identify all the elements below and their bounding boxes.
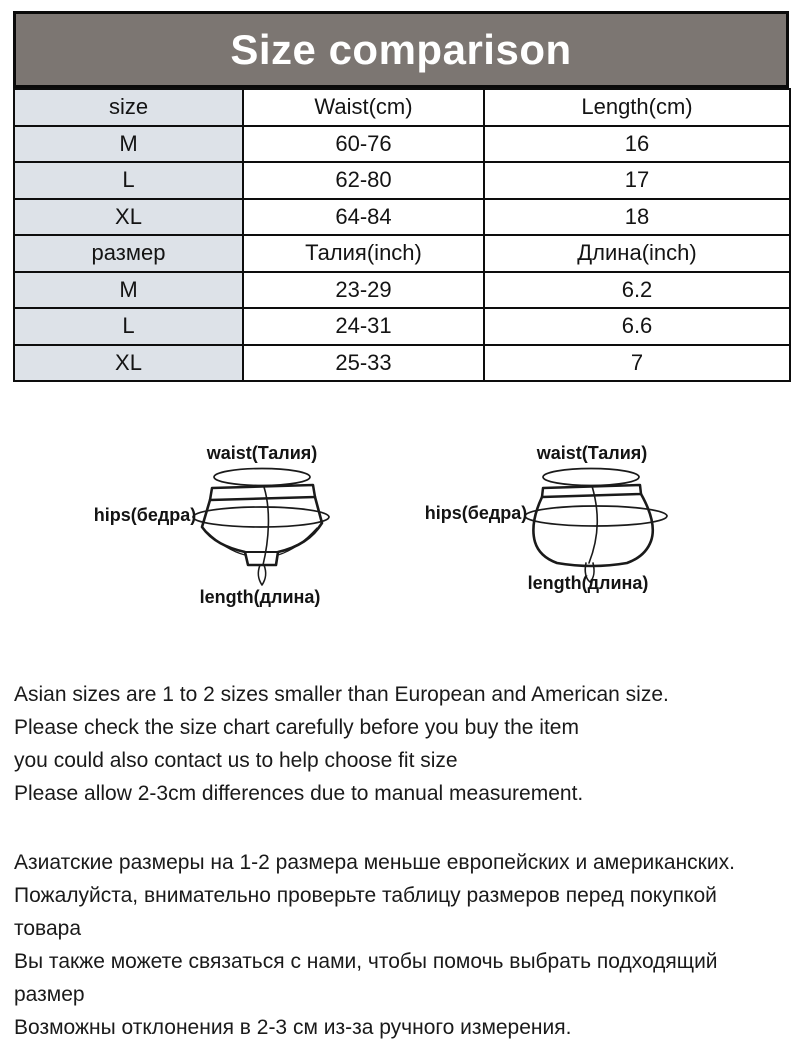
table-header-row-inch	[14, 235, 790, 272]
length-value-cell: 16	[484, 126, 790, 163]
length-pointer	[258, 565, 265, 585]
note-line-ru: Вы также можете связаться с нами, чтобы помочь выбрать подходящий	[14, 950, 718, 973]
note-line-ru: Пожалуйста, внимательно проверьте таблицу размеров перед покупкой	[14, 884, 717, 907]
note-line-ru: товара	[14, 917, 82, 940]
waist-value-cell: 25-33	[243, 345, 484, 382]
note-line-en: Please allow 2-3cm differences due to manual measurement.	[14, 782, 584, 805]
note-line-ru: Азиатские размеры на 1-2 размера меньше европейских и американских.	[14, 851, 735, 874]
waist-label: waist(Талия)	[206, 443, 318, 463]
notes-russian	[14, 846, 794, 1044]
length-value-cell: 17	[484, 162, 790, 199]
length-value-cell: 6.2	[484, 272, 790, 309]
size-table	[13, 88, 791, 382]
table-row	[14, 272, 790, 309]
notes-english	[14, 678, 794, 810]
waist-label: waist(Талия)	[536, 443, 648, 463]
note-line-ru: размер	[14, 983, 85, 1006]
table-row	[14, 308, 790, 345]
boyshort-diagram-drawing	[400, 440, 740, 630]
size-value-cell: M	[14, 126, 243, 163]
col-header-length-inch: Длина(inch)	[484, 235, 790, 272]
boyshort-outline	[533, 494, 652, 566]
hips-ellipse	[193, 507, 329, 527]
note-line-en: Asian sizes are 1 to 2 sizes smaller than European and American size.	[14, 683, 669, 706]
col-header-waist-inch: Талия(inch)	[243, 235, 484, 272]
length-value-cell: 18	[484, 199, 790, 236]
col-header-length-cm: Length(cm)	[484, 89, 790, 126]
waist-value-cell: 60-76	[243, 126, 484, 163]
col-header-size-ru: размер	[14, 235, 243, 272]
note-line-en: Please check the size chart carefully before you buy the item	[14, 716, 579, 739]
note-line-en: you could also contact us to help choose fit size	[14, 749, 458, 772]
table-row	[14, 162, 790, 199]
size-value-cell: XL	[14, 199, 243, 236]
length-line	[589, 486, 597, 563]
note-line-ru: Возможны отклонения в 2-3 см из-за ручного измерения.	[14, 1016, 572, 1039]
length-label: length(длина)	[527, 573, 649, 593]
length-value-cell: 6.6	[484, 308, 790, 345]
length-value-cell: 7	[484, 345, 790, 382]
waist-value-cell: 62-80	[243, 162, 484, 199]
table-row	[14, 126, 790, 163]
waist-ellipse	[214, 469, 310, 486]
size-value-cell: L	[14, 308, 243, 345]
hips-label: hips(бедра)	[93, 505, 197, 525]
boyshort-measurement-diagram	[400, 440, 740, 630]
waist-ellipse	[543, 469, 639, 486]
page-title: Size comparison	[230, 25, 572, 73]
waist-value-cell: 24-31	[243, 308, 484, 345]
length-label: length(длина)	[199, 587, 321, 607]
table-header-row-cm	[14, 89, 790, 126]
size-value-cell: L	[14, 162, 243, 199]
waist-value-cell: 23-29	[243, 272, 484, 309]
col-header-waist-cm: Waist(cm)	[243, 89, 484, 126]
table-row	[14, 199, 790, 236]
waistband	[210, 485, 315, 500]
size-value-cell: M	[14, 272, 243, 309]
col-header-size: size	[14, 89, 243, 126]
hips-label: hips(бедра)	[424, 503, 528, 523]
banner	[13, 11, 789, 88]
waist-value-cell: 64-84	[243, 199, 484, 236]
table-row	[14, 345, 790, 382]
size-value-cell: XL	[14, 345, 243, 382]
